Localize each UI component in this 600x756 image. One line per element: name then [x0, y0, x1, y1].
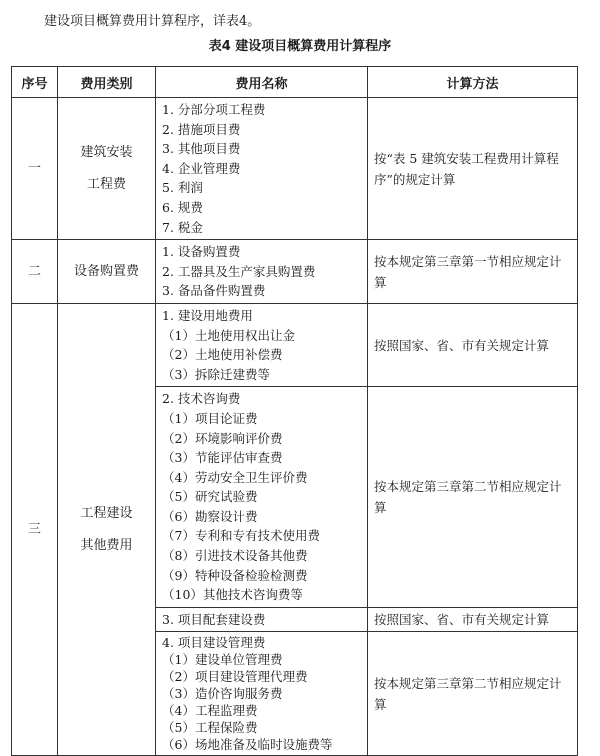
seq-cell: 一 [12, 98, 58, 240]
fee-name: 6. 规费 [162, 199, 203, 215]
fee-names-cell [156, 240, 368, 304]
fee-name: （3）拆除迁建费等 [162, 366, 270, 382]
category-line: 工程建设 [80, 505, 133, 521]
fee-name: （2）环境影响评价费 [162, 430, 283, 446]
category-line: 工程费 [86, 176, 126, 192]
fee-name: 5. 利润 [162, 180, 203, 196]
fee-name: 1. 建设用地费用 [162, 307, 253, 323]
fee-name: 7. 税金 [162, 219, 203, 235]
fee-name: 4. 项目建设管理费 [162, 635, 266, 651]
calc-method-cell: 按照国家、省、市有关规定计算 [368, 303, 578, 386]
cost-procedure-table [11, 66, 578, 756]
fee-names-cell [156, 303, 368, 386]
fee-name: （1）建设单位管理费 [162, 652, 283, 668]
fee-name: （4）工程监理费 [162, 703, 258, 719]
fee-name: 2. 措施项目费 [162, 121, 241, 137]
fee-names-cell [156, 387, 368, 608]
fee-name: 3. 其他项目费 [162, 141, 241, 157]
fee-name: （5）工程保险费 [162, 720, 258, 736]
fee-name: （6）勘察设计费 [162, 508, 258, 524]
category-cell [58, 98, 156, 240]
calc-method-cell: 按“表 5 建筑安装工程费用计算程序”的规定计算 [368, 98, 578, 240]
table-row [12, 240, 578, 304]
fee-name: （7）专利和专有技术使用费 [162, 528, 320, 544]
fee-name: （10）其他技术咨询费等 [162, 587, 303, 603]
seq-cell: 三 [12, 303, 58, 756]
category-cell [58, 303, 156, 756]
table-row [12, 303, 578, 386]
fee-names-cell [156, 98, 368, 240]
intro-text: 建设项目概算费用计算程序，详表4。 [44, 14, 261, 29]
calc-method-cell: 按本规定第三章第一节相应规定计算 [368, 240, 578, 304]
fee-name: 1. 分部分项工程费 [162, 102, 266, 117]
fee-name: 3. 项目配套建设费 [162, 611, 266, 627]
table-body [12, 98, 578, 756]
calc-method-cell: 按本规定第三章第二节相应规定计算 [368, 632, 578, 756]
fee-name: （5）研究试验费 [162, 489, 258, 505]
fee-name: （9）特种设备检验检测费 [162, 567, 308, 583]
fee-name: （3）造价咨询服务费 [162, 686, 283, 702]
calc-method-cell: 按本规定第三章第二节相应规定计算 [368, 387, 578, 608]
fee-name: 3. 备品备件购置费 [162, 283, 266, 299]
category-line: 其他费用 [80, 537, 133, 553]
category-line: 设备购置费 [73, 263, 139, 279]
category-line: 建筑安装 [80, 144, 133, 160]
fee-name: 2. 工器具及生产家具购置费 [162, 263, 316, 279]
header-name: 费用名称 [156, 67, 368, 98]
fee-name: （1）项目论证费 [162, 410, 258, 426]
header-row [12, 67, 578, 98]
fee-name: 2. 技术咨询费 [162, 391, 241, 407]
fee-name: （6）场地准备及临时设施费等 [162, 737, 333, 753]
fee-name: （3）节能评估审查费 [162, 450, 283, 466]
seq-cell: 二 [12, 240, 58, 304]
fee-names-cell [156, 632, 368, 756]
fee-name: （8）引进技术设备其他费 [162, 548, 308, 564]
table-row [12, 98, 578, 240]
header-seq: 序号 [12, 67, 58, 98]
category-cell [58, 240, 156, 304]
fee-name: （2）项目建设管理代理费 [162, 669, 308, 685]
fee-name: （2）土地使用补偿费 [162, 347, 283, 363]
header-method: 计算方法 [368, 67, 578, 98]
fee-name: （1）土地使用权出让金 [162, 327, 295, 343]
header-category: 费用类别 [58, 67, 156, 98]
fee-name: 1. 设备购置费 [162, 244, 241, 260]
calc-method-cell: 按照国家、省、市有关规定计算 [368, 607, 578, 632]
fee-names-cell [156, 607, 368, 632]
table-caption: 表4 建设项目概算费用计算程序 [208, 39, 392, 54]
fee-name: （4）劳动安全卫生评价费 [162, 469, 308, 485]
fee-name: 4. 企业管理费 [162, 160, 241, 176]
